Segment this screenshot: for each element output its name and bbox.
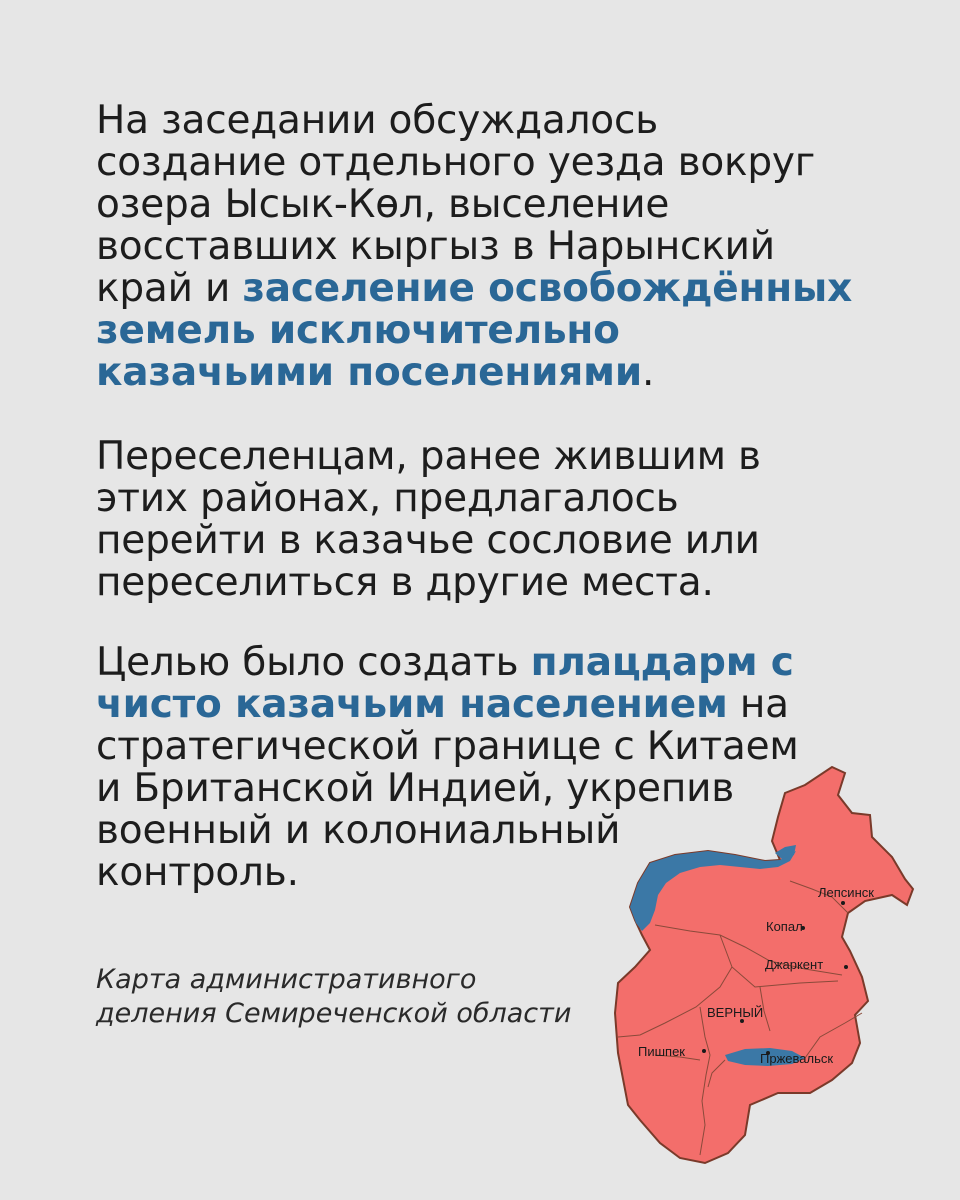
- label-lepsinsk: Лепсинск: [818, 885, 874, 900]
- paragraph-3-text-end: на стратегической границе с Китаем и Британской Индией, укрепив военный и колониальный контроль.: [96, 682, 799, 895]
- map-caption: Карта административного деления Семиреченской области: [96, 964, 572, 1029]
- label-dzharkent: Джаркент: [765, 957, 824, 972]
- paragraph-1-highlight: заселение освобождённых земель исключительно казачьими поселениями: [96, 266, 853, 395]
- label-przhevalsk: Пржевальск: [760, 1051, 834, 1066]
- region-shape: [615, 767, 913, 1163]
- paragraph-3-highlight: плацдарм с чисто казачьим населением: [96, 640, 794, 727]
- paragraph-3-text-start: Целью было создать: [96, 640, 519, 685]
- paragraph-1-end: .: [641, 350, 655, 395]
- label-verny: ВЕРНЫЙ: [707, 1005, 764, 1020]
- paragraph-2-text: Переселенцам, ранее жившим в этих районах, предлагалось перейти в казачье сословие или переселиться в другие места.: [96, 434, 761, 605]
- paragraph-2: [96, 436, 856, 604]
- semirechye-map: [600, 755, 930, 1175]
- paragraph-1: [96, 100, 856, 394]
- label-kopal: Копал: [766, 919, 803, 934]
- paragraph-1-text: На заседании обсуждалось создание отдельного уезда вокруг озера Ысык-Көл, выселение восставших кыргыз в Нарынский край и: [96, 98, 816, 311]
- label-pishpek: Пишпек: [638, 1044, 685, 1059]
